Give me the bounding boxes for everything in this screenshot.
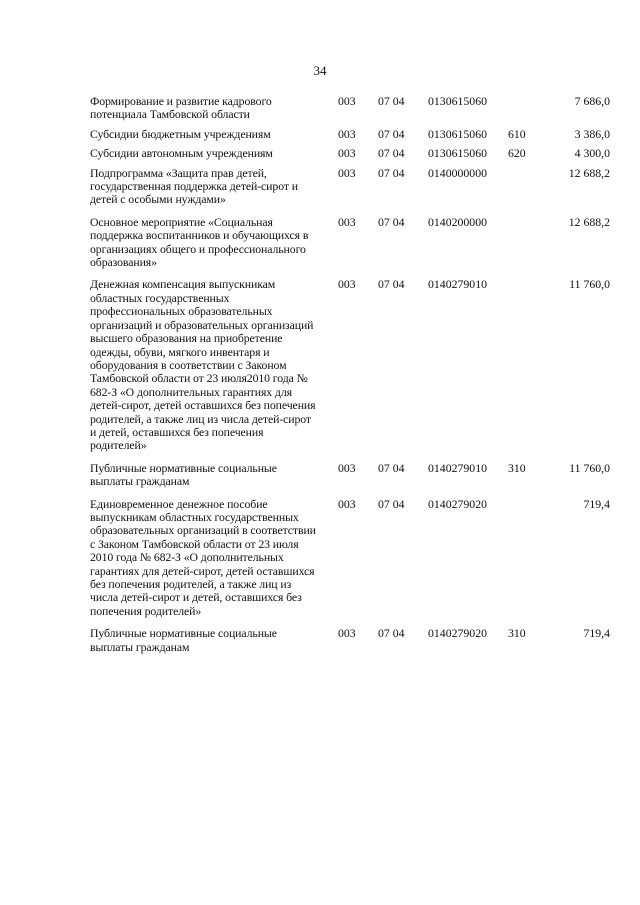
- row-sum: 4 300,0: [574, 146, 610, 161]
- row-ved: 003: [338, 277, 356, 292]
- table-row: [90, 128, 610, 141]
- table-row: [90, 627, 610, 654]
- row-name: Основное мероприятие «Социальная поддержка воспитанников и обучающихся в организациях общего и профессионального образования»: [90, 214, 309, 270]
- row-ved: 003: [338, 94, 356, 108]
- row-name: Единовременное денежное пособие выпускникам областных государственных образовательных организаций в соответствии с Законом Тамбовской области от 23 июля 2010 года № 682-З «О дополнительных гарантиях для детей-сирот, детей оставшихся без попечения родителей, а также лиц из числа детей-сирот и детей, оставшихся без попечения родителей»: [90, 496, 316, 618]
- row-name: Публичные нормативные социальные выплаты гражданам: [90, 626, 277, 654]
- row-ved: 003: [338, 496, 356, 511]
- row-sum: 7 686,0: [574, 94, 610, 108]
- row-sum: 719,4: [583, 626, 610, 641]
- row-sum: 12 688,2: [568, 165, 610, 180]
- row-target-article: 0140279010: [428, 460, 487, 475]
- table-row: [90, 95, 610, 122]
- row-name: Субсидии бюджетным учреждениям: [90, 126, 271, 141]
- row-section: 07 04: [378, 214, 405, 229]
- row-sum: 12 688,2: [568, 214, 610, 229]
- row-target-article: 0140279020: [428, 496, 487, 511]
- row-section: 07 04: [378, 146, 405, 161]
- table-row: [90, 147, 610, 160]
- row-target-article: 0140279010: [428, 277, 487, 292]
- row-target-article: 0130615060: [428, 126, 487, 141]
- row-section: 07 04: [378, 94, 405, 108]
- row-ved: 003: [338, 460, 356, 475]
- row-section: 07 04: [378, 626, 405, 641]
- row-sum: 3 386,0: [574, 126, 610, 141]
- row-target-article: 0140200000: [428, 214, 487, 229]
- row-target-article: 0140279020: [428, 626, 487, 641]
- row-ved: 003: [338, 626, 356, 641]
- row-name: Субсидии автономным учреждениям: [90, 146, 273, 161]
- table-row: [90, 498, 610, 619]
- row-ved: 003: [338, 214, 356, 229]
- row-section: 07 04: [378, 460, 405, 475]
- row-name: Денежная компенсация выпускникам областных государственных профессиональных образовательных организаций и образовательных организаций высшего образования на приобретение одежды, обуви, мягкого инвентаря и оборудования в соответствии с Законом Тамбовской области от 23 июля2010 года № 682-З «О дополнительных гарантиях для детей-сирот, детей оставшихся без попечения родителей, а также лиц из числа детей-сирот и детей, оставшихся без попечения родителей»: [90, 277, 316, 453]
- row-expense-type: 310: [508, 626, 526, 641]
- budget-table: [90, 95, 610, 660]
- row-section: 07 04: [378, 277, 405, 292]
- row-section: 07 04: [378, 165, 405, 180]
- table-row: [90, 278, 610, 452]
- row-target-article: 0130615060: [428, 94, 487, 108]
- table-row: [90, 216, 610, 270]
- row-name: Подпрограмма «Защита прав детей, государственная поддержка детей-сирот и детей с особыми нуждами»: [90, 165, 298, 207]
- row-section: 07 04: [378, 496, 405, 511]
- row-name: Публичные нормативные социальные выплаты гражданам: [90, 460, 277, 489]
- table-row: [90, 167, 610, 207]
- row-target-article: 0140000000: [428, 165, 487, 180]
- row-expense-type: 620: [508, 146, 526, 161]
- row-target-article: 0130615060: [428, 146, 487, 161]
- table-row: [90, 462, 610, 489]
- row-sum: 11 760,0: [569, 277, 610, 292]
- row-sum: 719,4: [583, 496, 610, 511]
- page-number: 34: [313, 63, 327, 78]
- row-expense-type: 310: [508, 460, 526, 475]
- row-ved: 003: [338, 165, 356, 180]
- row-expense-type: 610: [508, 126, 526, 141]
- row-ved: 003: [338, 126, 356, 141]
- row-sum: 11 760,0: [569, 460, 610, 475]
- row-name: Формирование и развитие кадрового потенциала Тамбовской области: [90, 94, 272, 122]
- row-ved: 003: [338, 146, 356, 161]
- row-section: 07 04: [378, 126, 405, 141]
